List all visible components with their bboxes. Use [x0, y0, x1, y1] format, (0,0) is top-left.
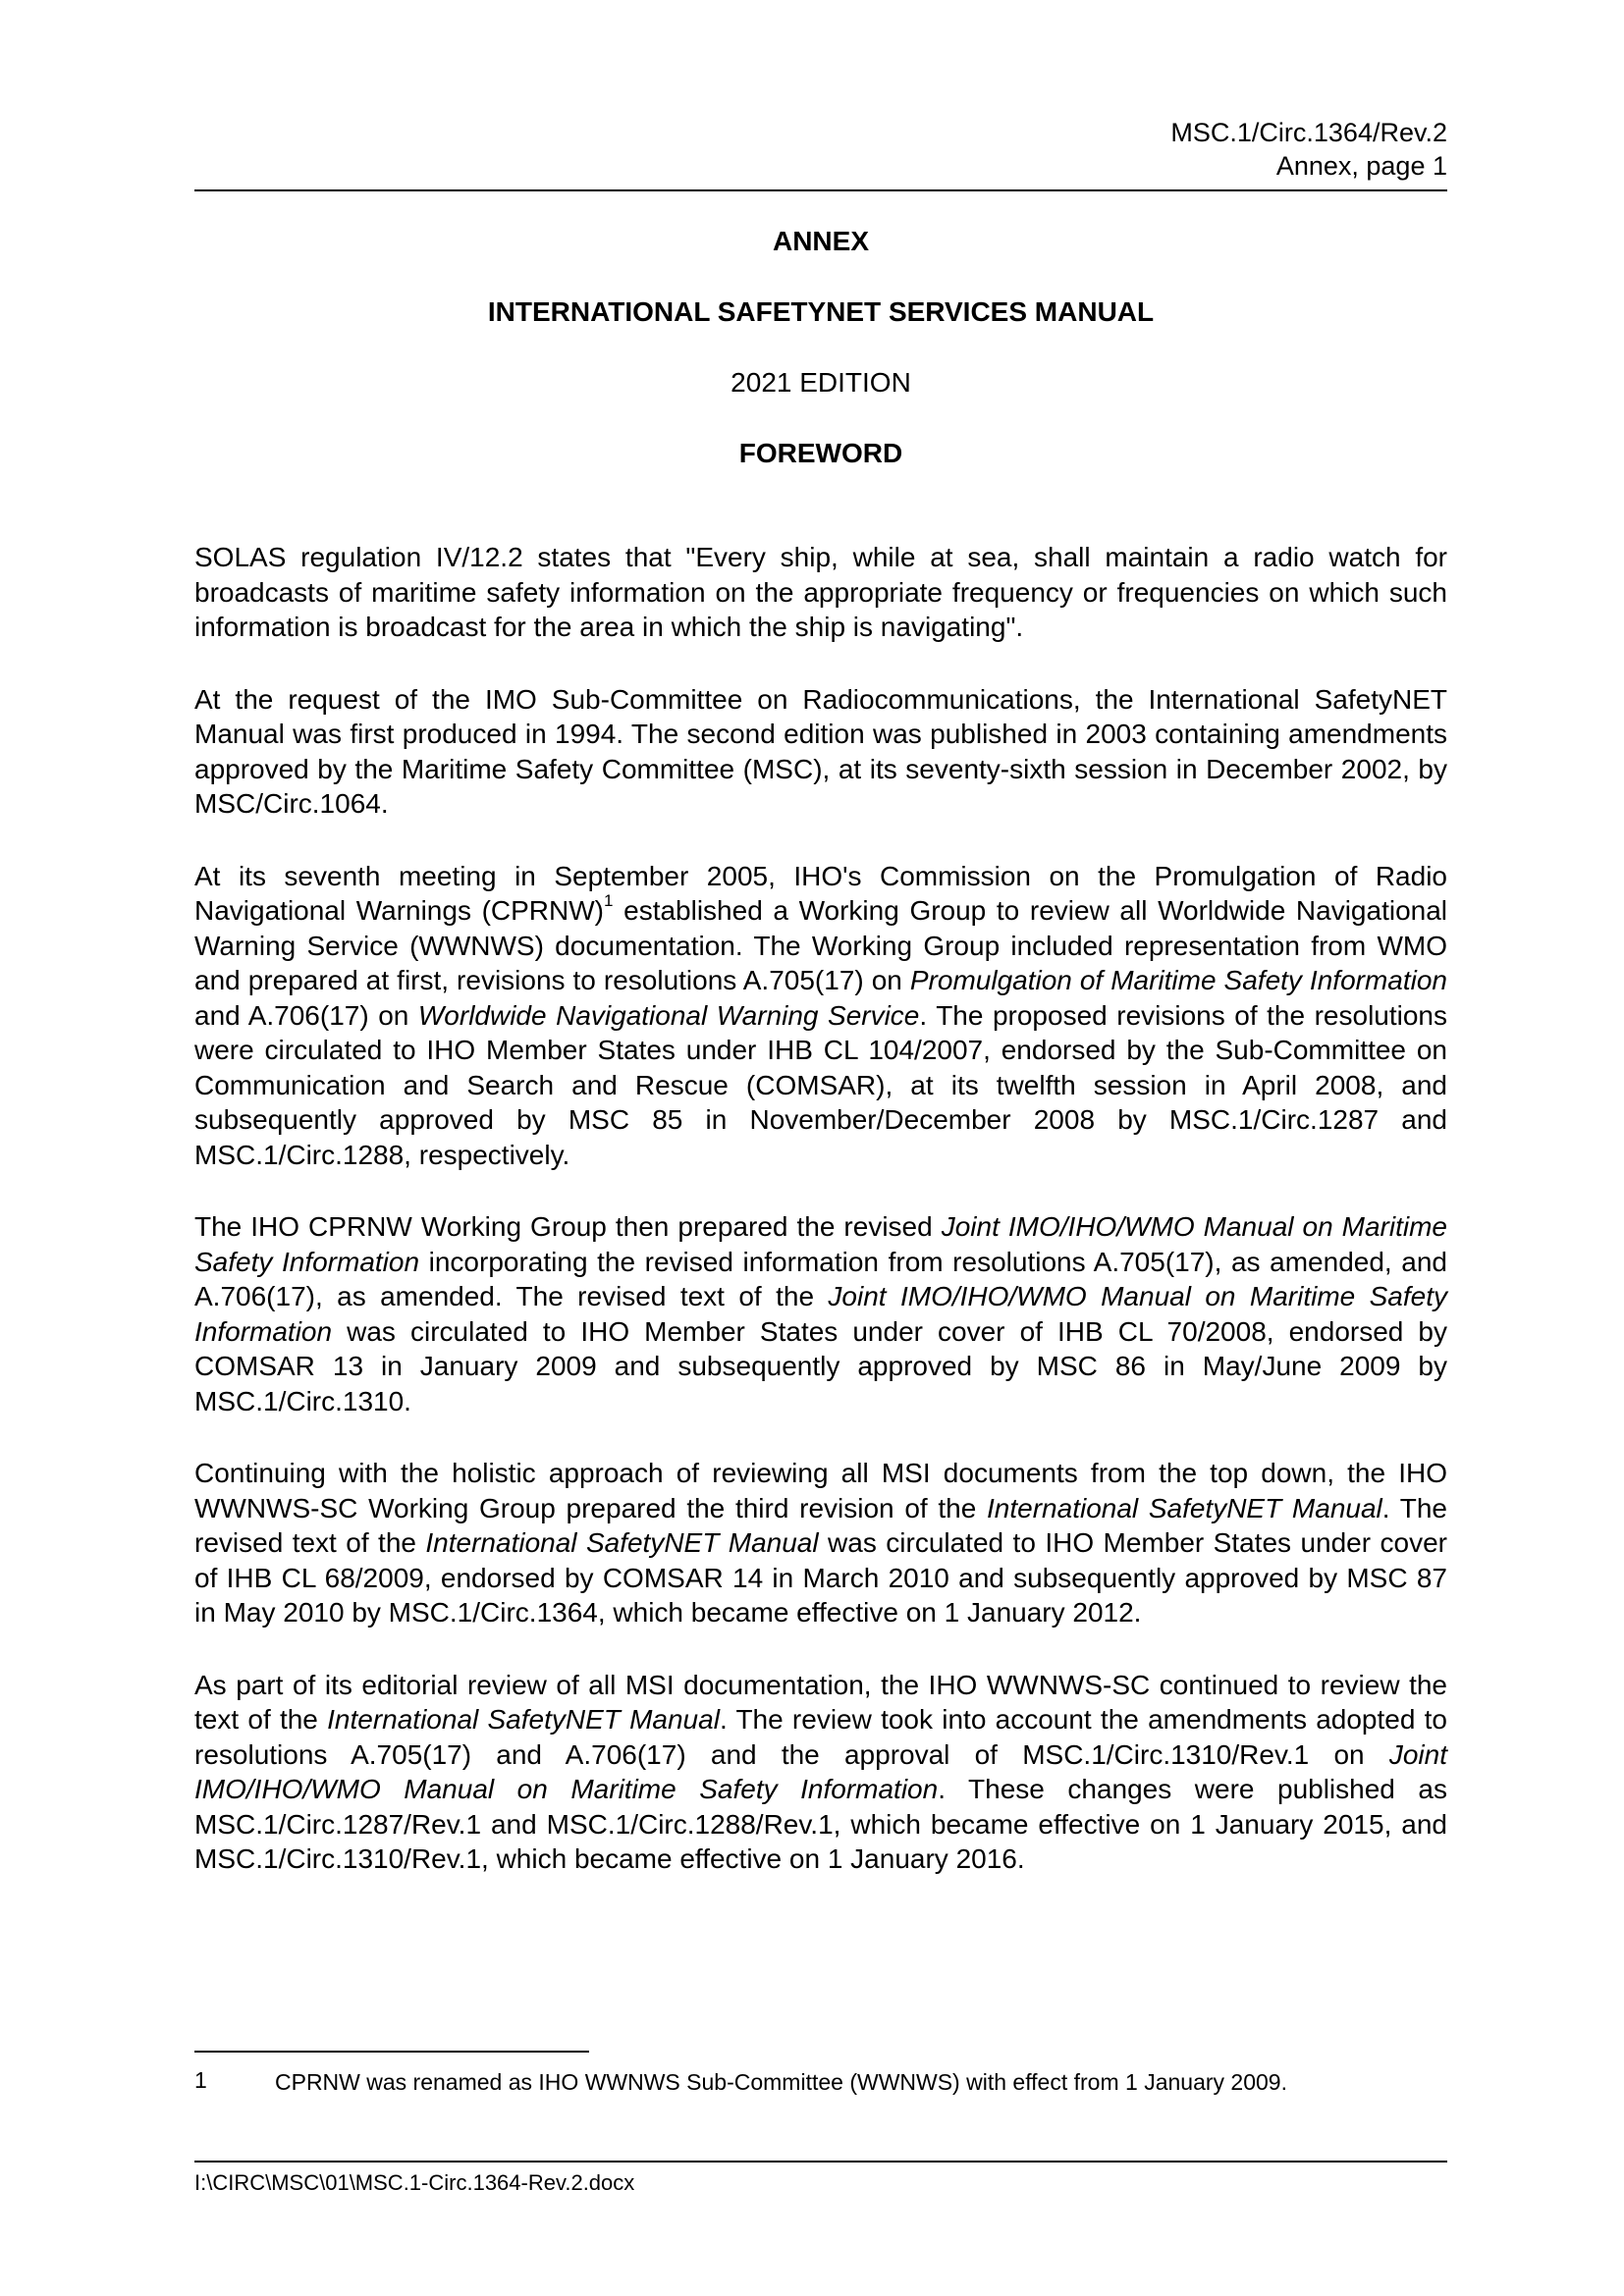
- paragraph-3: At its seventh meeting in September 2005, IHO's Commission on the Promulgation of Radio Navigational Warnings (CPRNW)$^1$ established a Working Group to review all Worldwide Navigational Warning Service (WWNWS) documentation. The Working Group included representation from WMO and prepared at first, revisions to resolutions A.705(17) on Promulgation of Maritime Safety Information and A.706(17) on Worldwide Navigational Warning Service. The proposed revisions of the resolutions were circulated to IHO Member States under IHB CL 104/2007, endorsed by the Sub-Committee on Communication and Search and Rescue (COMSAR), at its twelfth session in April 2008, and subsequently approved by MSC 85 in November/December 2008 by MSC.1/Circ.1287 and MSC.1/Circ.1288, respectively.: [194, 860, 1448, 1170]
- paragraph-5: Continuing with the holistic approach of reviewing all MSI documents from the top down, the IHO WWNWS-SC Working Group prepared the third revision of the International SafetyNET Manual. The revised text of the International SafetyNET Manual was circulated to IHO Member States under cover of IHB CL 68/2009, endorsed by COMSAR 14 in March 2010 and subsequently approved by MSC 87 in May 2010 by MSC.1/Circ.1364, which became effective on 1 January 2012.: [194, 1458, 1447, 1628]
- header-divider: [194, 189, 1447, 191]
- footnote-text: CPRNW was renamed as IHO WWNWS Sub-Committee (WWNWS) with effect from 1 January 2009.: [275, 2069, 1287, 2095]
- footnote-number: 1: [194, 2067, 207, 2093]
- edition-title: 2021 EDITION: [731, 367, 911, 398]
- body-text: [194, 540, 1447, 1914]
- paragraph-4: The IHO CPRNW Working Group then prepared the revised Joint IMO/IHO/WMO Manual on Maritime Safety Information incorporating the revised information from resolutions A.705(17), as amended, and A.706(17), as amended. The revised text of the Joint IMO/IHO/WMO Manual on Maritime Safety Information was circulated to IHO Member States under cover of IHB CL 70/2008, endorsed by COMSAR 13 in January 2009 and subsequently approved by MSC 86 in May/June 2009 by MSC.1/Circ.1310.: [194, 1211, 1447, 1416]
- page-header: [194, 116, 1447, 183]
- footer-divider: [194, 2161, 1447, 2163]
- footnote-reference: 1: [604, 890, 614, 910]
- paragraph-6: As part of its editorial review of all MSI documentation, the IHO WWNWS-SC continued to review the text of the International SafetyNET Manual. The review took into account the amendments adopted to resolutions A.705(17) and A.706(17) and the approval of MSC.1/Circ.1310/Rev.1 on Joint IMO/IHO/WMO Manual on Maritime Safety Information. These changes were published as MSC.1/Circ.1287/Rev.1 and MSC.1/Circ.1288/Rev.1, which became effective on 1 January 2015, and MSC.1/Circ.1310/Rev.1, which became effective on 1 January 2016.: [194, 1669, 1447, 1874]
- foreword-heading: FOREWORD: [738, 438, 903, 468]
- document-symbol: MSC.1/Circ.1364/Rev.2: [1170, 118, 1447, 147]
- paragraph-1: SOLAS regulation IV/12.2 states that "Every ship, while at sea, shall maintain a radio watch for broadcasts of maritime safety information on the appropriate frequency or frequencies on which such information is broadcast for the area in which the ship is navigating".: [194, 542, 1447, 642]
- paragraph-2: At the request of the IMO Sub-Committee on Radiocommunications, the International SafetyNET Manual was first produced in 1994. The second edition was published in 2003 containing amendments approved by the Maritime Safety Committee (MSC), at its seventy-sixth session in December 2002, by MSC/Circ.1064.: [194, 683, 1447, 819]
- annex-title: ANNEX: [772, 226, 869, 256]
- manual-title: INTERNATIONAL SAFETYNET SERVICES MANUAL: [487, 296, 1155, 327]
- footnote-separator: [194, 2051, 589, 2053]
- file-path: I:\CIRC\MSC\01\MSC.1-Circ.1364-Rev.2.docx: [194, 2170, 635, 2195]
- page-number: Annex, page 1: [1275, 151, 1447, 181]
